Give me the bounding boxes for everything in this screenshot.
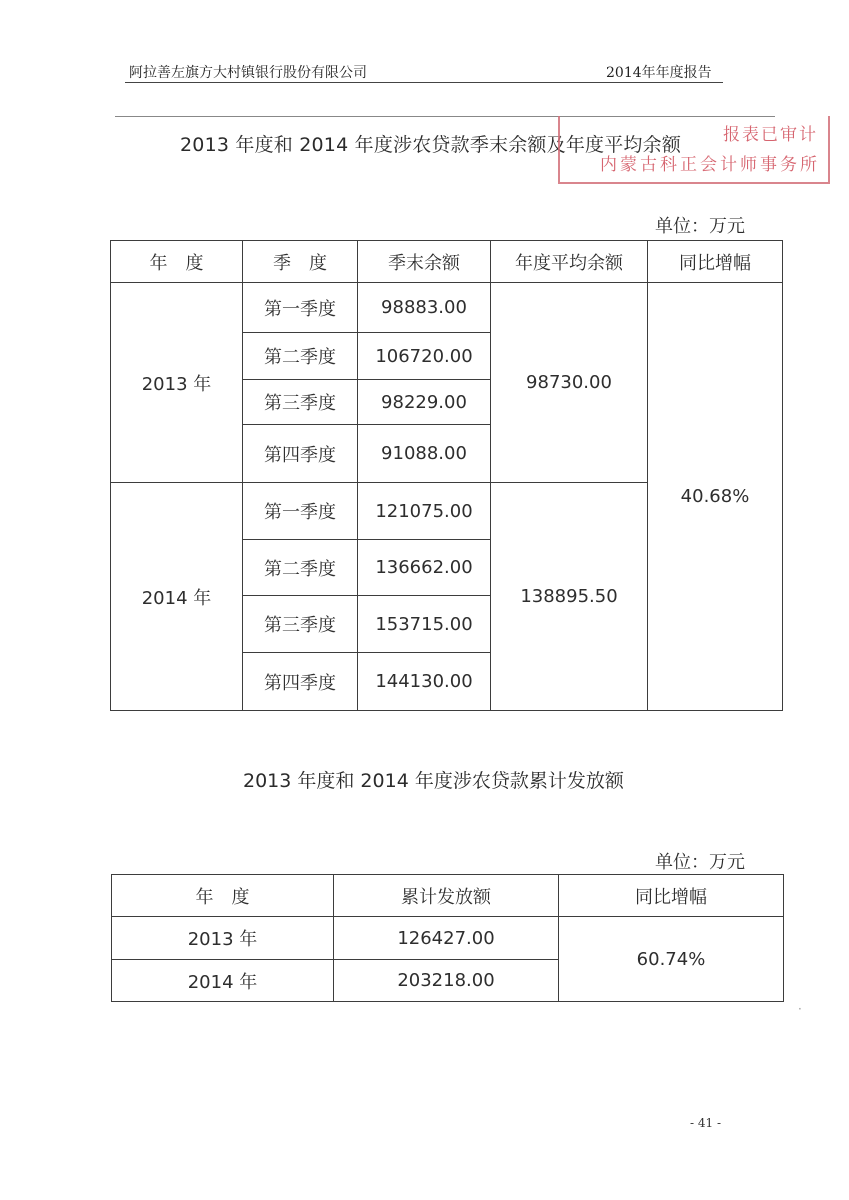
year-cell: 2013 年 bbox=[111, 283, 243, 483]
cumulative-issuance-table bbox=[111, 874, 784, 1002]
table-header-row bbox=[112, 875, 784, 917]
table-header-row bbox=[111, 241, 783, 283]
header-divider bbox=[125, 82, 723, 83]
balance-cell: 121075.00 bbox=[358, 483, 491, 540]
year-cell: 2014 年 bbox=[112, 960, 334, 1002]
quarterly-balance-table bbox=[110, 240, 783, 711]
growth-cell: 60.74% bbox=[559, 917, 784, 1002]
balance-cell: 144130.00 bbox=[358, 653, 491, 711]
header-year: 年 度 bbox=[111, 241, 243, 283]
average-cell: 138895.50 bbox=[491, 483, 648, 711]
quarter-cell: 第四季度 bbox=[243, 425, 358, 483]
amount-cell: 203218.00 bbox=[334, 960, 559, 1002]
header-report-title: 2014年年度报告 bbox=[606, 65, 712, 81]
quarter-cell: 第一季度 bbox=[243, 483, 358, 540]
quarter-cell: 第四季度 bbox=[243, 653, 358, 711]
table2-title: 2013 年度和 2014 年度涉农贷款累计发放额 bbox=[243, 770, 624, 792]
quarter-cell: 第一季度 bbox=[243, 283, 358, 333]
quarter-cell: 第二季度 bbox=[243, 333, 358, 380]
balance-cell: 136662.00 bbox=[358, 540, 491, 596]
header-yoy-growth: 同比增幅 bbox=[559, 875, 784, 917]
average-cell: 98730.00 bbox=[491, 283, 648, 483]
year-cell: 2013 年 bbox=[112, 917, 334, 960]
table2-unit: 单位：万元 bbox=[655, 852, 745, 873]
scan-speck: · bbox=[798, 1002, 802, 1016]
header-year: 年 度 bbox=[112, 875, 334, 917]
balance-cell: 98883.00 bbox=[358, 283, 491, 333]
header-cumulative-amount: 累计发放额 bbox=[334, 875, 559, 917]
balance-cell: 106720.00 bbox=[358, 333, 491, 380]
amount-cell: 126427.00 bbox=[334, 917, 559, 960]
table-row bbox=[112, 917, 784, 960]
growth-cell: 40.68% bbox=[648, 283, 783, 711]
balance-cell: 153715.00 bbox=[358, 596, 491, 653]
audit-stamp-line2: 内蒙古科正会计师事务所 bbox=[600, 155, 820, 175]
header-yoy-growth: 同比增幅 bbox=[648, 241, 783, 283]
table1-unit: 单位：万元 bbox=[655, 216, 745, 237]
balance-cell: 91088.00 bbox=[358, 425, 491, 483]
header-quarter: 季 度 bbox=[243, 241, 358, 283]
quarter-cell: 第二季度 bbox=[243, 540, 358, 596]
header-quarter-end-balance: 季末余额 bbox=[358, 241, 491, 283]
table-row bbox=[111, 283, 783, 333]
quarter-cell: 第三季度 bbox=[243, 596, 358, 653]
page-number: - 41 - bbox=[690, 1116, 722, 1130]
header-company: 阿拉善左旗方大村镇银行股份有限公司 bbox=[129, 65, 367, 81]
audit-stamp bbox=[558, 116, 830, 184]
quarter-cell: 第三季度 bbox=[243, 380, 358, 425]
audit-stamp-line1: 报表已审计 bbox=[723, 125, 818, 145]
table1-title: 2013 年度和 2014 年度涉农贷款季末余额及年度平均余额 bbox=[180, 134, 682, 156]
year-cell: 2014 年 bbox=[111, 483, 243, 711]
balance-cell: 98229.00 bbox=[358, 380, 491, 425]
header-annual-average: 年度平均余额 bbox=[491, 241, 648, 283]
